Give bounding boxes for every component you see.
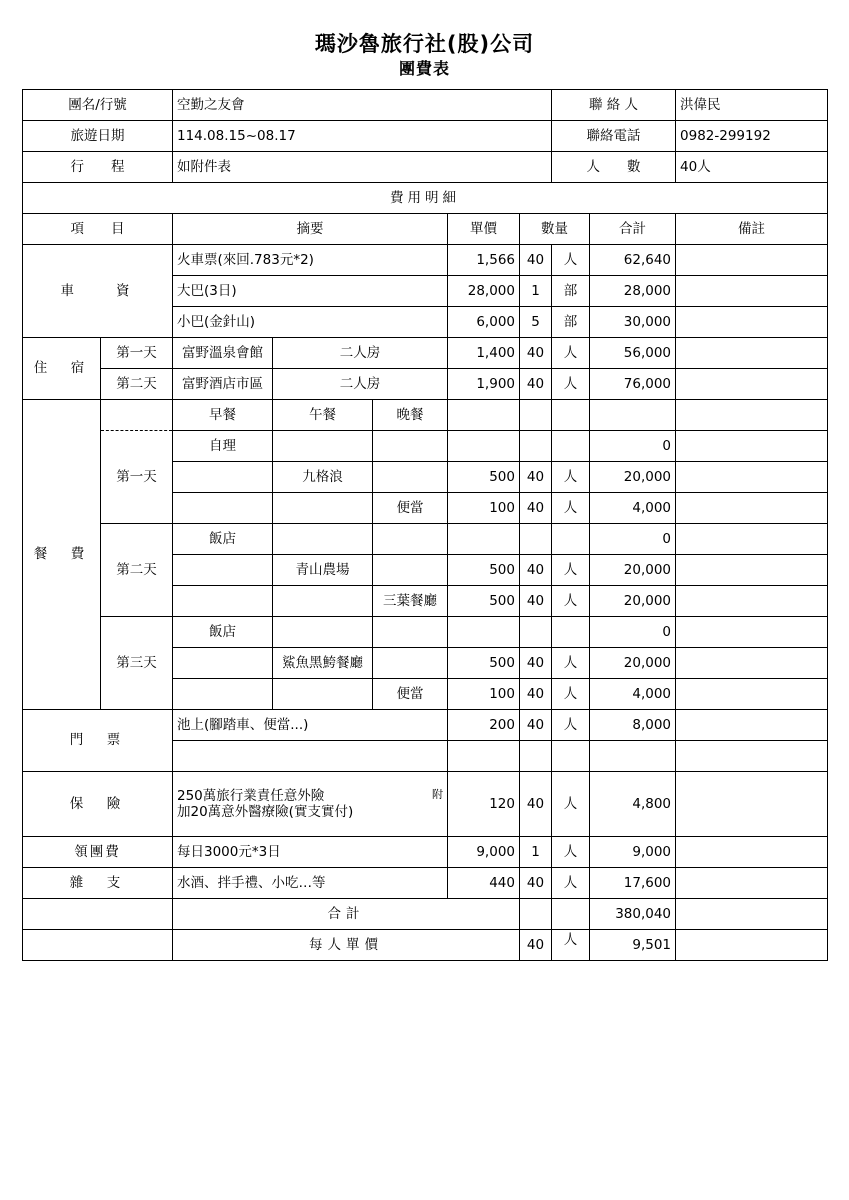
meal-d2-breakfast-empty-3 — [173, 585, 273, 616]
meal-d1-lunch-empty — [273, 430, 373, 461]
meal-d1-l-qtynum: 40 — [520, 461, 552, 492]
lodging-remark-2 — [676, 368, 828, 399]
meal-d2-lunch-empty — [273, 523, 373, 554]
meal-d2-breakfast-empty — [173, 554, 273, 585]
misc-sum: 17,600 — [590, 867, 676, 898]
meal-d3-breakfast-empty — [173, 647, 273, 678]
ticket-qtyunit-2 — [552, 740, 590, 771]
insurance-qtyunit: 人 — [552, 771, 590, 836]
people-label: 人 數 — [552, 151, 676, 182]
table-row — [23, 867, 828, 898]
meal-d3-breakfast: 飯店 — [173, 616, 273, 647]
group-label: 團名/行號 — [23, 89, 173, 120]
transport-sum-1: 62,640 — [590, 244, 676, 275]
page-subtitle: 團費表 — [398, 59, 450, 79]
meal-d1-dinner: 便當 — [373, 492, 448, 523]
table-row — [23, 523, 828, 554]
meal-d3-d-qtyunit: 人 — [552, 678, 590, 709]
meal-d3-d-sum: 4,000 — [590, 678, 676, 709]
meal-d2-b-qtyunit — [552, 523, 590, 554]
contact-value: 洪偉民 — [676, 89, 828, 120]
total-spacer-left — [23, 898, 173, 929]
meal-d3-lunch-empty-3 — [273, 678, 373, 709]
meal-d2-b-remark — [676, 523, 828, 554]
meal-d1-b-qtyunit — [552, 430, 590, 461]
misc-unit: 440 — [448, 867, 520, 898]
meal-d1-d-qtynum: 40 — [520, 492, 552, 523]
meal-header-lunch: 午餐 — [273, 399, 373, 430]
meal-header-dinner: 晚餐 — [373, 399, 448, 430]
meal-d2-l-unit: 500 — [448, 554, 520, 585]
meal-d2-dinner-empty — [373, 523, 448, 554]
transport-qtynum-2: 1 — [520, 275, 552, 306]
per-person-row — [23, 929, 828, 960]
meal-d1-d-sum: 4,000 — [590, 492, 676, 523]
lodging-day-1: 第一天 — [101, 337, 173, 368]
meal-header-qtynum — [520, 399, 552, 430]
transport-remark-3 — [676, 306, 828, 337]
meal-d1-breakfast-empty — [173, 461, 273, 492]
ticket-qtyunit-1: 人 — [552, 709, 590, 740]
meal-d1-breakfast: 自理 — [173, 430, 273, 461]
meal-d3-dinner: 便當 — [373, 678, 448, 709]
meal-d1-breakfast-empty-3 — [173, 492, 273, 523]
transport-qtynum-1: 40 — [520, 244, 552, 275]
category-guide-fee: 領團費 — [23, 836, 173, 867]
phone-value: 0982-299192 — [676, 120, 828, 151]
meal-d3-l-qtynum: 40 — [520, 647, 552, 678]
header-row-date — [23, 120, 828, 151]
meal-d3-lunch-empty — [273, 616, 373, 647]
ticket-sum-2 — [590, 740, 676, 771]
meal-d3-b-unit — [448, 616, 520, 647]
transport-qtyunit-3: 部 — [552, 306, 590, 337]
category-transport: 車 資 — [23, 244, 173, 337]
meal-d3-breakfast-empty-3 — [173, 678, 273, 709]
ticket-desc-2 — [173, 740, 448, 771]
guide-desc: 每日3000元*3日 — [173, 836, 448, 867]
category-misc: 雜 支 — [23, 867, 173, 898]
meal-d2-l-sum: 20,000 — [590, 554, 676, 585]
meal-d2-b-sum: 0 — [590, 523, 676, 554]
category-tickets: 門 票 — [23, 709, 173, 771]
meal-d2-lunch-empty-3 — [273, 585, 373, 616]
transport-unit-1: 1,566 — [448, 244, 520, 275]
meal-header-row — [23, 399, 828, 430]
meal-d1-d-remark — [676, 492, 828, 523]
ticket-qtynum-1: 40 — [520, 709, 552, 740]
meal-d1-dinner-empty — [373, 430, 448, 461]
itinerary-value: 如附件表 — [173, 151, 552, 182]
meal-d2-dinner-empty-2 — [373, 554, 448, 585]
meal-header-sum — [590, 399, 676, 430]
ticket-remark-2 — [676, 740, 828, 771]
ticket-remark-1 — [676, 709, 828, 740]
meal-d1-lunch-empty-3 — [273, 492, 373, 523]
total-qtyunit — [552, 898, 590, 929]
meal-day-spacer — [101, 399, 173, 430]
per-person-remark — [676, 929, 828, 960]
detail-section-title: 費用明細 — [23, 182, 828, 213]
per-person-value: 9,501 — [590, 929, 676, 960]
transport-qtynum-3: 5 — [520, 306, 552, 337]
col-item: 項 目 — [23, 213, 173, 244]
per-person-qty: 40 — [520, 929, 552, 960]
table-row — [23, 709, 828, 740]
fee-table — [22, 89, 828, 961]
meal-d2-breakfast: 飯店 — [173, 523, 273, 554]
lodging-qtynum-2: 40 — [520, 368, 552, 399]
lodging-place-2: 富野酒店市區 — [173, 368, 273, 399]
total-row — [23, 898, 828, 929]
meal-d1-l-sum: 20,000 — [590, 461, 676, 492]
meal-d2-l-qtynum: 40 — [520, 554, 552, 585]
meal-d2-l-remark — [676, 554, 828, 585]
total-value: 380,040 — [590, 898, 676, 929]
meal-d2-d-qtynum: 40 — [520, 585, 552, 616]
meal-day-2: 第二天 — [101, 523, 173, 616]
per-person-unit: 人 — [552, 929, 590, 960]
col-summary: 摘要 — [173, 213, 448, 244]
lodging-day-2: 第二天 — [101, 368, 173, 399]
lodging-qtynum-1: 40 — [520, 337, 552, 368]
meal-d2-d-remark — [676, 585, 828, 616]
table-row — [23, 337, 828, 368]
insurance-unit: 120 — [448, 771, 520, 836]
ticket-qtynum-2 — [520, 740, 552, 771]
lodging-unit-1: 1,400 — [448, 337, 520, 368]
insurance-qtynum: 40 — [520, 771, 552, 836]
guide-qtyunit: 人 — [552, 836, 590, 867]
lodging-unit-2: 1,900 — [448, 368, 520, 399]
meal-d3-d-unit: 100 — [448, 678, 520, 709]
meal-d1-b-unit — [448, 430, 520, 461]
insurance-sum: 4,800 — [590, 771, 676, 836]
guide-qtynum: 1 — [520, 836, 552, 867]
ticket-desc-1: 池上(腳踏車、便當...) — [173, 709, 448, 740]
lodging-qtyunit-1: 人 — [552, 337, 590, 368]
meal-d3-dinner-empty — [373, 616, 448, 647]
meal-d3-lunch: 鯊魚黑鮬餐廳 — [273, 647, 373, 678]
ticket-unit-1: 200 — [448, 709, 520, 740]
table-row — [23, 616, 828, 647]
meal-d1-d-qtyunit: 人 — [552, 492, 590, 523]
table-row — [23, 430, 828, 461]
meal-d1-dinner-empty-2 — [373, 461, 448, 492]
meal-header-breakfast: 早餐 — [173, 399, 273, 430]
transport-unit-2: 28,000 — [448, 275, 520, 306]
lodging-sum-2: 76,000 — [590, 368, 676, 399]
meal-d3-d-qtynum: 40 — [520, 678, 552, 709]
misc-desc: 水酒、拌手禮、小吃…等 — [173, 867, 448, 898]
meal-day-3: 第三天 — [101, 616, 173, 709]
category-lodging: 住 宿 — [23, 337, 101, 399]
meal-d3-b-sum: 0 — [590, 616, 676, 647]
meal-d1-l-unit: 500 — [448, 461, 520, 492]
transport-qtyunit-1: 人 — [552, 244, 590, 275]
meal-day-1: 第一天 — [101, 430, 173, 523]
insurance-desc-sup: 附 — [432, 787, 443, 801]
meal-d3-l-sum: 20,000 — [590, 647, 676, 678]
guide-remark — [676, 836, 828, 867]
meal-header-unit — [448, 399, 520, 430]
meal-d1-d-unit: 100 — [448, 492, 520, 523]
lodging-place-1: 富野溫泉會館 — [173, 337, 273, 368]
meal-d2-d-sum: 20,000 — [590, 585, 676, 616]
transport-desc-3: 小巴(金針山) — [173, 306, 448, 337]
lodging-room-2: 二人房 — [273, 368, 448, 399]
meal-d3-b-remark — [676, 616, 828, 647]
meal-d3-l-qtyunit: 人 — [552, 647, 590, 678]
lodging-qtyunit-2: 人 — [552, 368, 590, 399]
page-title: 瑪沙魯旅行社(股)公司 — [314, 32, 535, 56]
col-total: 合計 — [590, 213, 676, 244]
title-block — [22, 30, 827, 81]
meal-d3-b-qtynum — [520, 616, 552, 647]
per-person-label: 每人單價 — [173, 929, 520, 960]
insurance-desc — [173, 771, 448, 836]
transport-unit-3: 6,000 — [448, 306, 520, 337]
people-value: 40人 — [676, 151, 828, 182]
total-qtynum — [520, 898, 552, 929]
meal-d1-b-qtynum — [520, 430, 552, 461]
transport-desc-2: 大巴(3日) — [173, 275, 448, 306]
header-row-group — [23, 89, 828, 120]
meal-d2-lunch: 青山農場 — [273, 554, 373, 585]
meal-d1-l-qtyunit: 人 — [552, 461, 590, 492]
date-value: 114.08.15~08.17 — [173, 120, 552, 151]
total-remark — [676, 898, 828, 929]
misc-remark — [676, 867, 828, 898]
meal-d2-b-qtynum — [520, 523, 552, 554]
transport-desc-1: 火車票(來回.783元*2) — [173, 244, 448, 275]
header-row-itinerary — [23, 151, 828, 182]
table-row — [23, 771, 828, 836]
transport-sum-2: 28,000 — [590, 275, 676, 306]
table-row — [23, 244, 828, 275]
column-header-row — [23, 213, 828, 244]
meal-d2-b-unit — [448, 523, 520, 554]
lodging-remark-1 — [676, 337, 828, 368]
per-person-spacer-left — [23, 929, 173, 960]
phone-label: 聯絡電話 — [552, 120, 676, 151]
lodging-sum-1: 56,000 — [590, 337, 676, 368]
lodging-room-1: 二人房 — [273, 337, 448, 368]
meal-header-qtyunit — [552, 399, 590, 430]
meal-d1-l-remark — [676, 461, 828, 492]
meal-d1-lunch: 九格浪 — [273, 461, 373, 492]
total-label: 合計 — [173, 898, 520, 929]
meal-d2-dinner: 三葉餐廳 — [373, 585, 448, 616]
date-label: 旅遊日期 — [23, 120, 173, 151]
guide-unit: 9,000 — [448, 836, 520, 867]
meal-d3-dinner-empty-2 — [373, 647, 448, 678]
misc-qtynum: 40 — [520, 867, 552, 898]
transport-remark-1 — [676, 244, 828, 275]
transport-remark-2 — [676, 275, 828, 306]
guide-sum: 9,000 — [590, 836, 676, 867]
meal-d1-b-remark — [676, 430, 828, 461]
transport-sum-3: 30,000 — [590, 306, 676, 337]
meal-d2-d-unit: 500 — [448, 585, 520, 616]
misc-qtyunit: 人 — [552, 867, 590, 898]
col-unit-price: 單價 — [448, 213, 520, 244]
ticket-unit-2 — [448, 740, 520, 771]
meal-d2-l-qtyunit: 人 — [552, 554, 590, 585]
group-value: 空勤之友會 — [173, 89, 552, 120]
insurance-desc-line2: 加20萬意外醫療險(實支實付) — [177, 803, 354, 820]
ticket-sum-1: 8,000 — [590, 709, 676, 740]
category-meals: 餐 費 — [23, 399, 101, 709]
category-insurance: 保 險 — [23, 771, 173, 836]
insurance-desc-line1: 250萬旅行業責任意外險 — [177, 787, 325, 804]
table-row — [23, 368, 828, 399]
meal-d1-b-sum: 0 — [590, 430, 676, 461]
meal-d3-l-unit: 500 — [448, 647, 520, 678]
insurance-remark — [676, 771, 828, 836]
meal-d3-l-remark — [676, 647, 828, 678]
meal-d3-d-remark — [676, 678, 828, 709]
meal-d2-d-qtyunit: 人 — [552, 585, 590, 616]
transport-qtyunit-2: 部 — [552, 275, 590, 306]
detail-section-row — [23, 182, 828, 213]
col-remark: 備註 — [676, 213, 828, 244]
itinerary-label: 行 程 — [23, 151, 173, 182]
table-row — [23, 836, 828, 867]
meal-header-remark — [676, 399, 828, 430]
col-quantity: 數量 — [520, 213, 590, 244]
meal-d3-b-qtyunit — [552, 616, 590, 647]
contact-label: 聯 絡 人 — [552, 89, 676, 120]
